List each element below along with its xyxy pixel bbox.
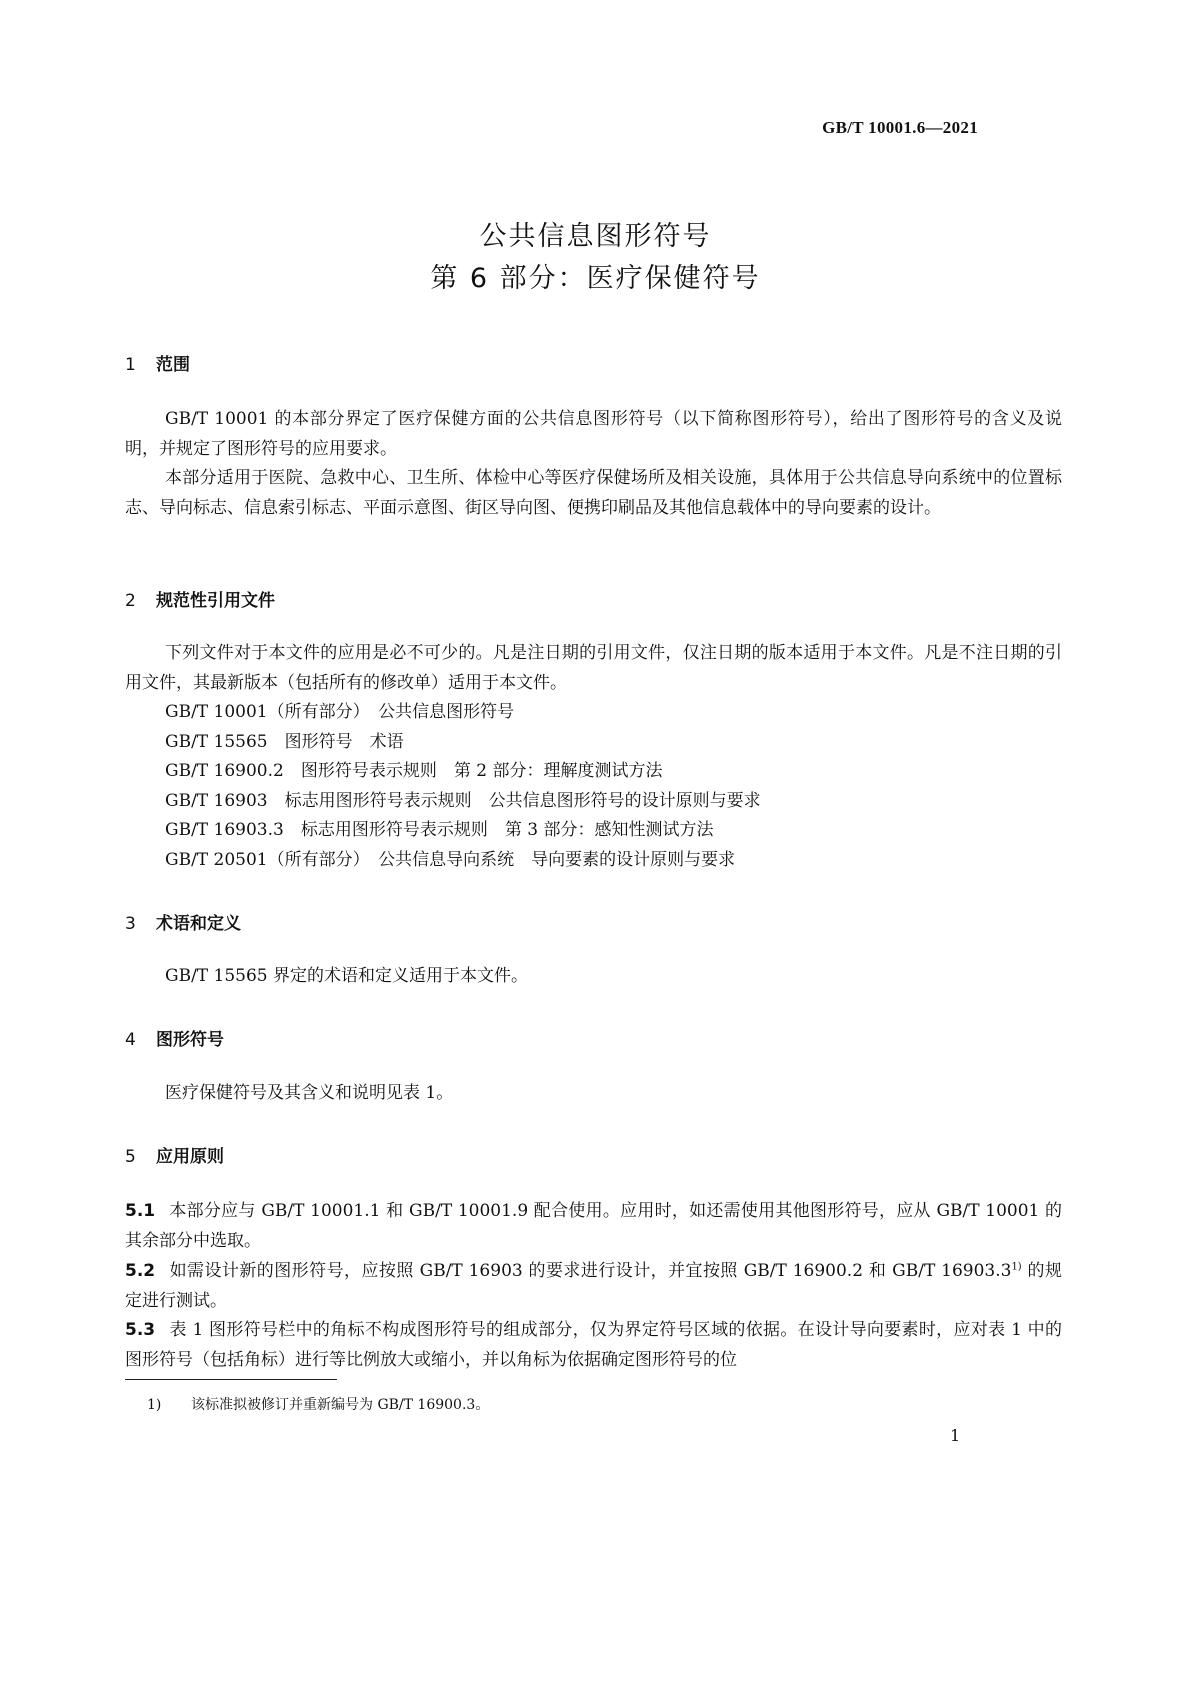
clause-text-continued: 的规定进行测试。 xyxy=(125,1261,1062,1311)
reference-item: GB/T 16903.3 标志用图形符号表示规则 第 3 部分：感知性测试方法 xyxy=(165,820,714,840)
footnote-reference: 1) xyxy=(1011,1261,1022,1273)
section-number: 2 xyxy=(125,591,136,611)
reference-item: GB/T 16900.2 图形符号表示规则 第 2 部分：理解度测试方法 xyxy=(165,761,663,781)
section-title: 范围 xyxy=(156,355,190,375)
section-heading-4 xyxy=(125,1025,224,1050)
clause-5-2 xyxy=(125,1256,1062,1316)
clause-number: 5.3 xyxy=(125,1320,156,1340)
paragraph: 医疗保健符号及其含义和说明见表 1。 xyxy=(165,1083,454,1103)
clause-text: 如需设计新的图形符号，应按照 GB/T 16903 的要求进行设计，并宜按照 GB/T 16900.2 和 GB/T 16903.3 xyxy=(169,1261,1012,1281)
footnote xyxy=(147,1395,489,1415)
document-title-line1: 公共信息图形符号 xyxy=(479,221,712,252)
clause-number: 5.1 xyxy=(125,1201,156,1221)
footnote-separator xyxy=(125,1379,337,1380)
reference-item: GB/T 20501（所有部分） 公共信息导向系统 导向要素的设计原则与要求 xyxy=(165,850,736,870)
reference-item: GB/T 15565 图形符号 术语 xyxy=(165,732,404,752)
section-heading-2 xyxy=(125,586,275,611)
standard-code: GB/T 10001.6—2021 xyxy=(822,118,978,137)
section-title: 规范性引用文件 xyxy=(156,591,275,611)
section-title: 术语和定义 xyxy=(156,914,241,934)
document-title-line2: 第 6 部分：医疗保健符号 xyxy=(430,263,761,294)
section-number: 3 xyxy=(125,914,136,934)
page-number: 1 xyxy=(950,1426,961,1445)
section-number: 1 xyxy=(125,355,136,375)
section-heading-1 xyxy=(125,350,190,375)
reference-item: GB/T 10001（所有部分） 公共信息图形符号 xyxy=(165,702,515,722)
section-heading-3 xyxy=(125,909,241,934)
section-title: 应用原则 xyxy=(156,1147,224,1167)
paragraph: 本部分适用于医院、急救中心、卫生所、体检中心等医疗保健场所及相关设施，具体用于公共信息导向系统中的位置标志、导向标志、信息索引标志、平面示意图、街区导向图、便携印刷品及其他信息载体中的导向要素的设计。 xyxy=(125,468,1062,518)
section-number: 4 xyxy=(125,1030,136,1050)
section-title: 图形符号 xyxy=(156,1030,224,1050)
paragraph: GB/T 15565 界定的术语和定义适用于本文件。 xyxy=(165,966,529,986)
clause-text: 本部分应与 GB/T 10001.1 和 GB/T 10001.9 配合使用。应用时，如还需使用其他图形符号，应从 GB/T 10001 的其余部分中选取。 xyxy=(125,1201,1062,1251)
footnote-text: 该标准拟被修订并重新编号为 GB/T 16900.3。 xyxy=(191,1397,490,1413)
footnote-marker: 1) xyxy=(147,1397,162,1413)
paragraph: 下列文件对于本文件的应用是必不可少的。凡是注日期的引用文件，仅注日期的版本适用于本文件。凡是不注日期的引用文件，其最新版本（包括所有的修改单）适用于本文件。 xyxy=(125,643,1062,693)
section-number: 5 xyxy=(125,1147,136,1167)
paragraph: GB/T 10001 的本部分界定了医疗保健方面的公共信息图形符号（以下简称图形符号），给出了图形符号的含义及说明，并规定了图形符号的应用要求。 xyxy=(125,409,1062,459)
clause-5-1 xyxy=(125,1196,1062,1256)
clause-text: 表 1 图形符号栏中的角标不构成图形符号的组成部分，仅为界定符号区域的依据。在设计导向要素时，应对表 1 中的图形符号（包括角标）进行等比例放大或缩小，并以角标为依据确定图形符号的位 xyxy=(125,1320,1062,1370)
clause-5-3 xyxy=(125,1315,1062,1375)
reference-item: GB/T 16903 标志用图形符号表示规则 公共信息图形符号的设计原则与要求 xyxy=(165,791,761,811)
clause-number: 5.2 xyxy=(125,1261,156,1281)
section-heading-5 xyxy=(125,1142,224,1167)
